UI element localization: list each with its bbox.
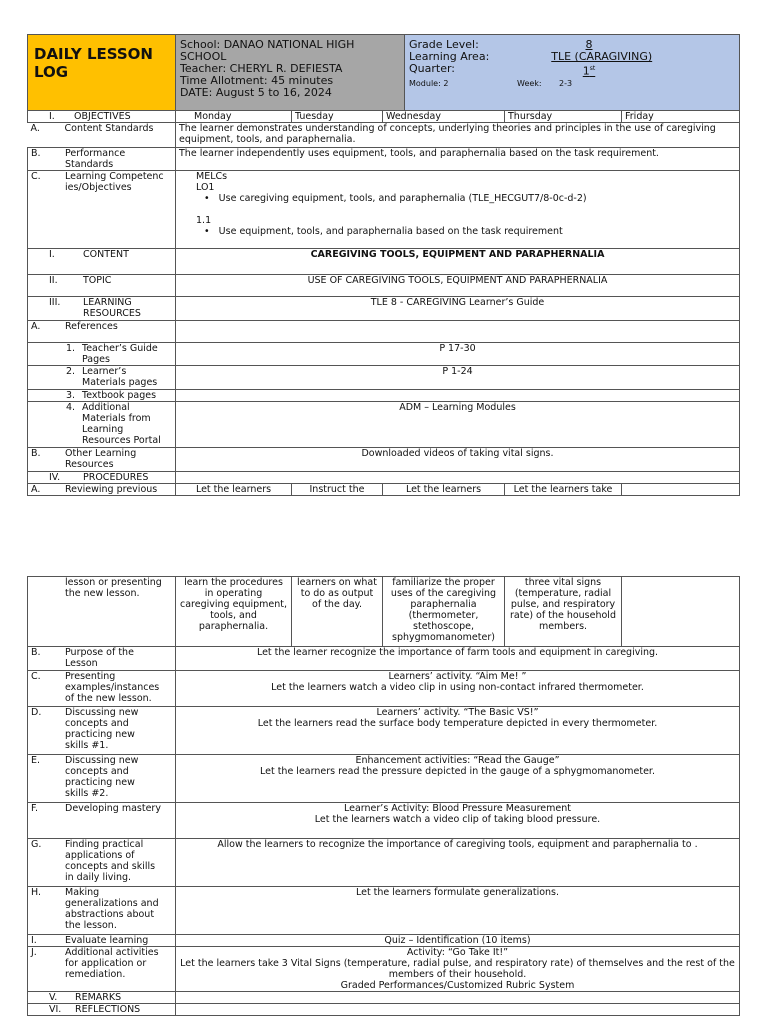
tg-text: P 17-30: [176, 343, 740, 366]
other-text: Downloaded videos of taking vital signs.: [176, 448, 740, 472]
line-2: Let the learners read the surface body temperature depicted in every thermometer.: [257, 718, 658, 729]
module-label: Module: 2: [409, 78, 449, 88]
review-wednesday: familiarize the proper uses of the caregiving paraphernalia (thermometer, stethoscope, sphygmomanometer): [383, 577, 505, 647]
page-2: [27, 576, 739, 1016]
grade-value: 8: [585, 38, 593, 51]
date-range: DATE: August 5 to 16, 2024: [180, 86, 332, 99]
competency-bullet-2: • Use equipment, tools, and paraphernalia based on the task requirement: [204, 226, 563, 237]
row-num: 3.: [66, 390, 76, 401]
practical-text: Allow the learners to recognize the importance of caregiving tools, equipment and paraphernalia to .: [176, 839, 740, 887]
row-label: Evaluate learning: [65, 935, 149, 946]
row-num: D.: [31, 707, 42, 718]
review-tuesday: learners on what to do as output of the day.: [292, 577, 383, 647]
line-2: Let the learners read the pressure depicted in the gauge of a sphygmomanometer.: [259, 766, 655, 777]
generalize-text: Let the learners formulate generalizations.: [176, 887, 740, 935]
row-label: Additional activities for application or remediation.: [65, 947, 159, 980]
row-num: B.: [31, 647, 41, 658]
row-label: Finding practical applications of concepts and skills in daily living.: [65, 839, 156, 883]
review-monday: learn the procedures in operating caregiving equipment, tools, and paraphernalia.: [176, 577, 292, 647]
quarter-label: Quarter:: [409, 62, 456, 75]
topic-text: USE OF CAREGIVING TOOLS, EQUIPMENT AND PARAPHERNALIA: [176, 275, 740, 297]
row-label: TOPIC: [83, 275, 112, 286]
row-label: Learning Competencies/Objectives: [65, 171, 164, 193]
performance-standards-text: The learner independently uses equipment, tools, and paraphernalia based on the task requirement.: [176, 148, 740, 171]
row-label: Making generalizations and abstractions about the lesson.: [65, 887, 159, 931]
bullet-text: Use caregiving equipment, tools, and paraphernalia (TLE_HECGUT7/8-0c-d-2): [218, 193, 587, 204]
row-num: H.: [31, 887, 41, 898]
school-name: School: DANAO NATIONAL HIGH SCHOOL: [180, 38, 355, 63]
row-num: 4.: [66, 402, 76, 413]
grade-info: [405, 35, 740, 111]
row-num: V.: [49, 992, 58, 1003]
time-allotment: Time Allotment: 45 minutes: [180, 74, 334, 87]
header-table: [27, 34, 740, 111]
review-wednesday: Let the learners: [383, 484, 505, 496]
row-label: LEARNING RESOURCES: [83, 297, 141, 319]
row-label: Additional Materials from Learning Resources Portal: [82, 402, 161, 446]
review-thursday: Let the learners take: [505, 484, 622, 496]
row-num: C.: [31, 171, 41, 182]
tb-text: [176, 390, 740, 402]
lm-text: P 1-24: [176, 366, 740, 390]
line-2: Let the learners watch a video clip in using non-contact infrared thermometer.: [271, 682, 644, 693]
lesson-table-1: [27, 110, 740, 496]
grade-label: Grade Level:: [409, 38, 479, 51]
bullet-text: Use equipment, tools, and paraphernalia based on the task requirement: [218, 226, 563, 237]
row-label: OBJECTIVES: [74, 111, 131, 122]
line-1: Activity: “Go Take It!”: [406, 947, 509, 958]
competencies-text: [176, 171, 740, 249]
am-text: ADM – Learning Modules: [176, 402, 740, 448]
additional-text: [176, 947, 740, 992]
resources-text: TLE 8 - CAREGIVING Learner’s Guide: [176, 297, 740, 321]
row-label: REFLECTIONS: [75, 1004, 141, 1015]
area-value: TLE (CARAGIVING): [551, 50, 653, 63]
day-tuesday: Tuesday: [292, 111, 383, 123]
row-label: lesson or presenting the new lesson.: [28, 577, 176, 647]
row-label: Developing mastery: [65, 803, 161, 814]
discuss2-text: [176, 755, 740, 803]
review-monday: Let the learners: [176, 484, 292, 496]
evaluate-text: Quiz – Identification (10 items): [176, 935, 740, 947]
mastery-text: [176, 803, 740, 839]
row-num: IV.: [49, 472, 61, 483]
day-friday: Friday: [622, 111, 740, 123]
competency-bullet-1: • Use caregiving equipment, tools, and paraphernalia (TLE_HECGUT7/8-0c-d-2): [204, 193, 587, 204]
quarter-value: 1: [582, 64, 590, 78]
row-label: Teacher’s Guide Pages: [82, 343, 158, 365]
discuss1-text: [176, 707, 740, 755]
row-num: B.: [31, 448, 41, 459]
row-num: I.: [49, 249, 55, 260]
row-label: Presenting examples/instances of the new lesson.: [65, 671, 160, 704]
review-tuesday: Instruct the: [292, 484, 383, 496]
line-3: Graded Performances/Customized Rubric System: [340, 980, 575, 991]
week-value: 2-3: [559, 78, 573, 88]
row-label: REMARKS: [75, 992, 122, 1003]
teacher-name: Teacher: CHERYL R. DEFIESTA: [180, 62, 343, 75]
line-2: Let the learners take 3 Vital Signs (temperature, radial pulse, and respiratory rate) of themselves and the rest of the members of their household.: [180, 958, 735, 980]
review-thursday: three vital signs (temperature, radial pulse, and respiratory rate) of the household members.: [505, 577, 622, 647]
area-label: Learning Area:: [409, 50, 490, 63]
row-label: Reviewing previous: [65, 484, 158, 495]
objectives-row-label: [28, 111, 176, 123]
row-num: 1.: [66, 343, 76, 354]
row-num: J.: [31, 947, 37, 958]
doc-title: DAILY LESSON LOG: [28, 35, 176, 111]
line-1: Enhancement activities: “Read the Gauge”: [355, 755, 560, 766]
week-label: Week:: [517, 78, 542, 88]
row-num: C.: [31, 671, 41, 682]
row-num: G.: [31, 839, 42, 850]
day-thursday: Thursday: [505, 111, 622, 123]
row-label: Textbook pages: [82, 390, 157, 401]
line-1: Learners’ activity. “The Basic VS!”: [376, 707, 539, 718]
school-info: [176, 35, 405, 111]
row-num: A.: [30, 123, 40, 134]
row-label: Other Learning Resources: [65, 448, 137, 470]
row-num: III.: [49, 297, 61, 308]
row-label: References: [65, 321, 118, 332]
row-label: PROCEDURES: [83, 472, 149, 483]
row-num: I.: [31, 935, 37, 946]
row-num: A.: [31, 484, 41, 495]
sub-number: 1.1: [196, 215, 212, 226]
day-wednesday: Wednesday: [383, 111, 505, 123]
line-1: Learner’s Activity: Blood Pressure Measurement: [344, 803, 571, 814]
presenting-text: [176, 671, 740, 707]
lo-label: LO1: [196, 182, 215, 193]
row-label: Performance Standards: [65, 148, 126, 170]
row-num: VI.: [49, 1004, 62, 1015]
row-num: I.: [49, 111, 55, 122]
row-label: Learner’s Materials pages: [82, 366, 158, 388]
content-text: CAREGIVING TOOLS, EQUIPMENT AND PARAPHERNALIA: [176, 249, 740, 275]
purpose-text: Let the learner recognize the importance of farm tools and equipment in caregiving.: [176, 647, 740, 671]
content-standards-text: The learner demonstrates understanding of concepts, underlying theories and principles in the use of caregiving equipment, tools, and paraphernalia.: [176, 123, 740, 148]
row-num: E.: [31, 755, 41, 766]
page-1: [27, 34, 739, 496]
row-label: Discussing new concepts and practicing new skills #1.: [65, 707, 139, 751]
row-label: Purpose of the Lesson: [65, 647, 134, 669]
row-num: B.: [31, 148, 41, 159]
line-1: Learners’ activity. “Aim Me! ”: [388, 671, 527, 682]
row-label: Content Standards: [64, 123, 154, 134]
melcs-label: MELCs: [196, 171, 228, 182]
line-2: Let the learners watch a video clip of taking blood pressure.: [314, 814, 601, 825]
row-label: Discussing new concepts and practicing new skills #2.: [65, 755, 139, 799]
row-num: A.: [31, 321, 41, 332]
row-label: CONTENT: [83, 249, 129, 260]
day-monday: Monday: [176, 111, 292, 123]
lesson-table-2: [27, 576, 740, 1016]
row-num: 2.: [66, 366, 76, 377]
row-num: II.: [49, 275, 58, 286]
quarter-sup: st: [589, 65, 596, 72]
row-num: F.: [31, 803, 38, 814]
